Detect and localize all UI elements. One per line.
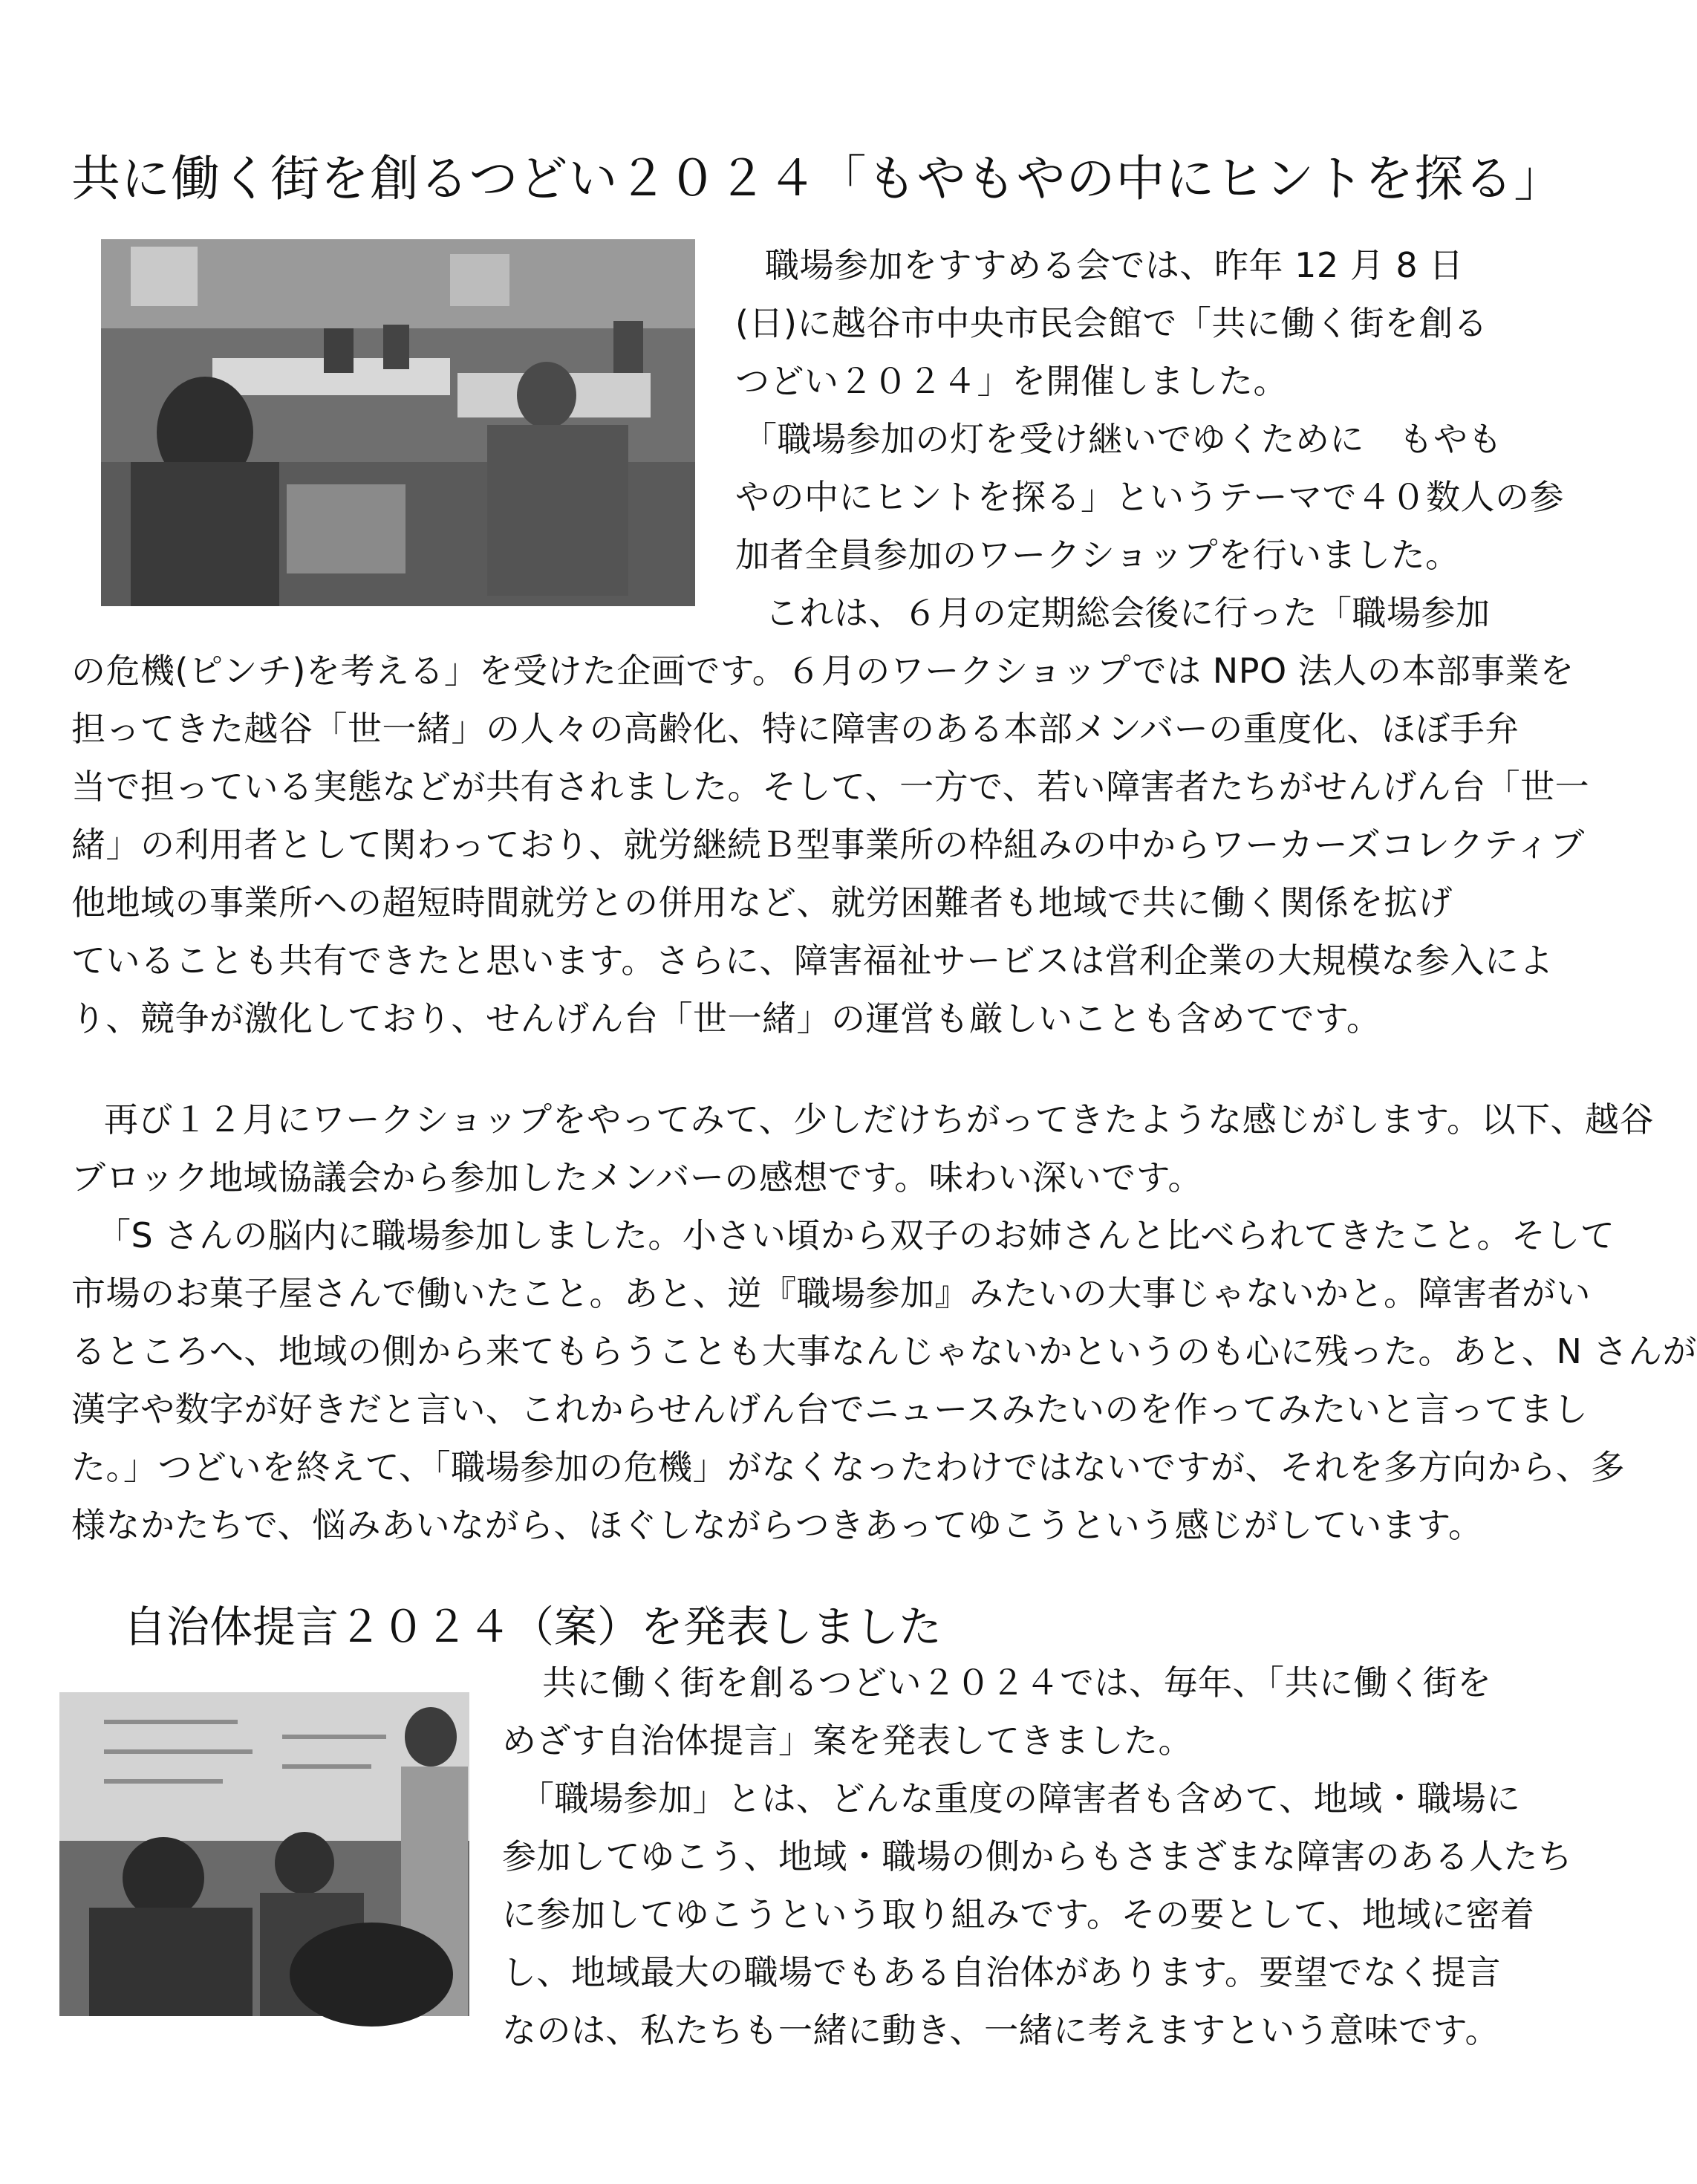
article2-line-4: 参加してゆこう、地域・職場の側からもさまざまな障害のある人たち — [502, 1836, 1573, 1876]
article1-line-13: ていることも共有できたと思います。さらに、障害福祉サービスは営利企業の大規模な参入によ — [71, 940, 1554, 981]
article1-line-8: の危機(ピンチ)を考える」を受けた企画です。６月のワークショップでは NPO 法人の本部事業を — [71, 651, 1574, 691]
article1-line-14: り、競争が激化しており、せんげん台「世一緒」の運営も厳しいことも含めてです。 — [71, 998, 1381, 1039]
article1-line-9: 担ってきた越谷「世一緒」の人々の高齢化、特に障害のある本部メンバーの重度化、ほぼ手弁 — [71, 709, 1520, 749]
article-title-proposal: 自治体提言２０２４（案）を発表しました — [123, 1602, 942, 1652]
article1-line-2: (日)に越谷市中央市民会館で「共に働く街を創る — [735, 303, 1488, 343]
article-title-tsudoi: 共に働く街を創るつどい２０２４「もやもやの中にヒントを探る」 — [71, 150, 1564, 207]
article1-line-6: 加者全員参加のワークショップを行いました。 — [735, 535, 1460, 575]
article1-line-11: 緒」の利用者として関わっており、就労継続Ｂ型事業所の枠組みの中からワーカーズコレクティブ — [71, 825, 1585, 865]
article1-line-16: ブロック地域協議会から参加したメンバーの感想です。味わい深いです。 — [71, 1157, 1202, 1197]
article1-line-19: るところへ、地域の側から来てもらうことも大事なんじゃないかというのも心に残った。あと、N さんが — [71, 1331, 1697, 1371]
article2-line-3: 「職場参加」とは、どんな重度の障害者も含めて、地域・職場に — [520, 1778, 1521, 1819]
article1-line-21: た。」つどいを終えて、「職場参加の危機」がなくなったわけではないですが、それを多方向から、多 — [71, 1447, 1626, 1487]
article1-line-22: 様なかたちで、悩みあいながら、ほぐしながらつきあってゆこうという感じがしています。 — [71, 1505, 1483, 1545]
article1-line-3: つどい２０２４」を開催しました。 — [735, 361, 1288, 401]
meeting-photo — [59, 1692, 469, 2016]
article1-line-1: 職場参加をすすめる会では、昨年 12 月 8 日 — [765, 245, 1464, 285]
article1-line-17: 「S さんの脳内に職場参加しました。小さい頃から双子のお姉さんと比べられてきたこと。そして — [97, 1215, 1615, 1255]
article1-line-20: 漢字や数字が好きだと言い、これからせんげん台でニュースみたいのを作ってみたいと言ってまし — [71, 1389, 1589, 1429]
article2-line-1: 共に働く街を創るつどい２０２４では、毎年、「共に働く街を — [542, 1663, 1492, 1703]
article1-line-10: 当で担っている実態などが共有されました。そして、一方で、若い障害者たちがせんげん台「世一 — [71, 767, 1590, 807]
article1-line-4: 「職場参加の灯を受け継いでゆくために もやも — [743, 419, 1502, 459]
workshop-photo — [101, 239, 695, 606]
article1-line-15: 再び１２月にワークショップをやってみて、少しだけちがってきたような感じがします。以下、越谷 — [104, 1099, 1654, 1140]
article1-line-7: これは、６月の定期総会後に行った「職場参加 — [765, 593, 1491, 633]
article1-line-5: やの中にヒントを探る」というテーマで４０数人の参 — [735, 477, 1564, 517]
article2-line-7: なのは、私たちも一緒に動き、一緒に考えますという意味です。 — [502, 2010, 1499, 2050]
article1-line-12: 他地域の事業所への超短時間就労との併用など、就労困難者も地域で共に働く関係を拡げ — [71, 883, 1453, 923]
workshop-photo-image — [101, 239, 695, 606]
article2-line-6: し、地域最大の職場でもある自治体があります。要望でなく提言 — [502, 1952, 1501, 1992]
meeting-photo-image — [59, 1692, 469, 2016]
article2-line-2: めざす自治体提言」案を発表してきました。 — [502, 1720, 1193, 1761]
article1-line-18: 市場のお菓子屋さんで働いたこと。あと、逆『職場参加』みたいの大事じゃないかと。障害者がい — [71, 1273, 1591, 1313]
article2-line-5: に参加してゆこうという取り組みです。その要として、地域に密着 — [502, 1894, 1535, 1934]
